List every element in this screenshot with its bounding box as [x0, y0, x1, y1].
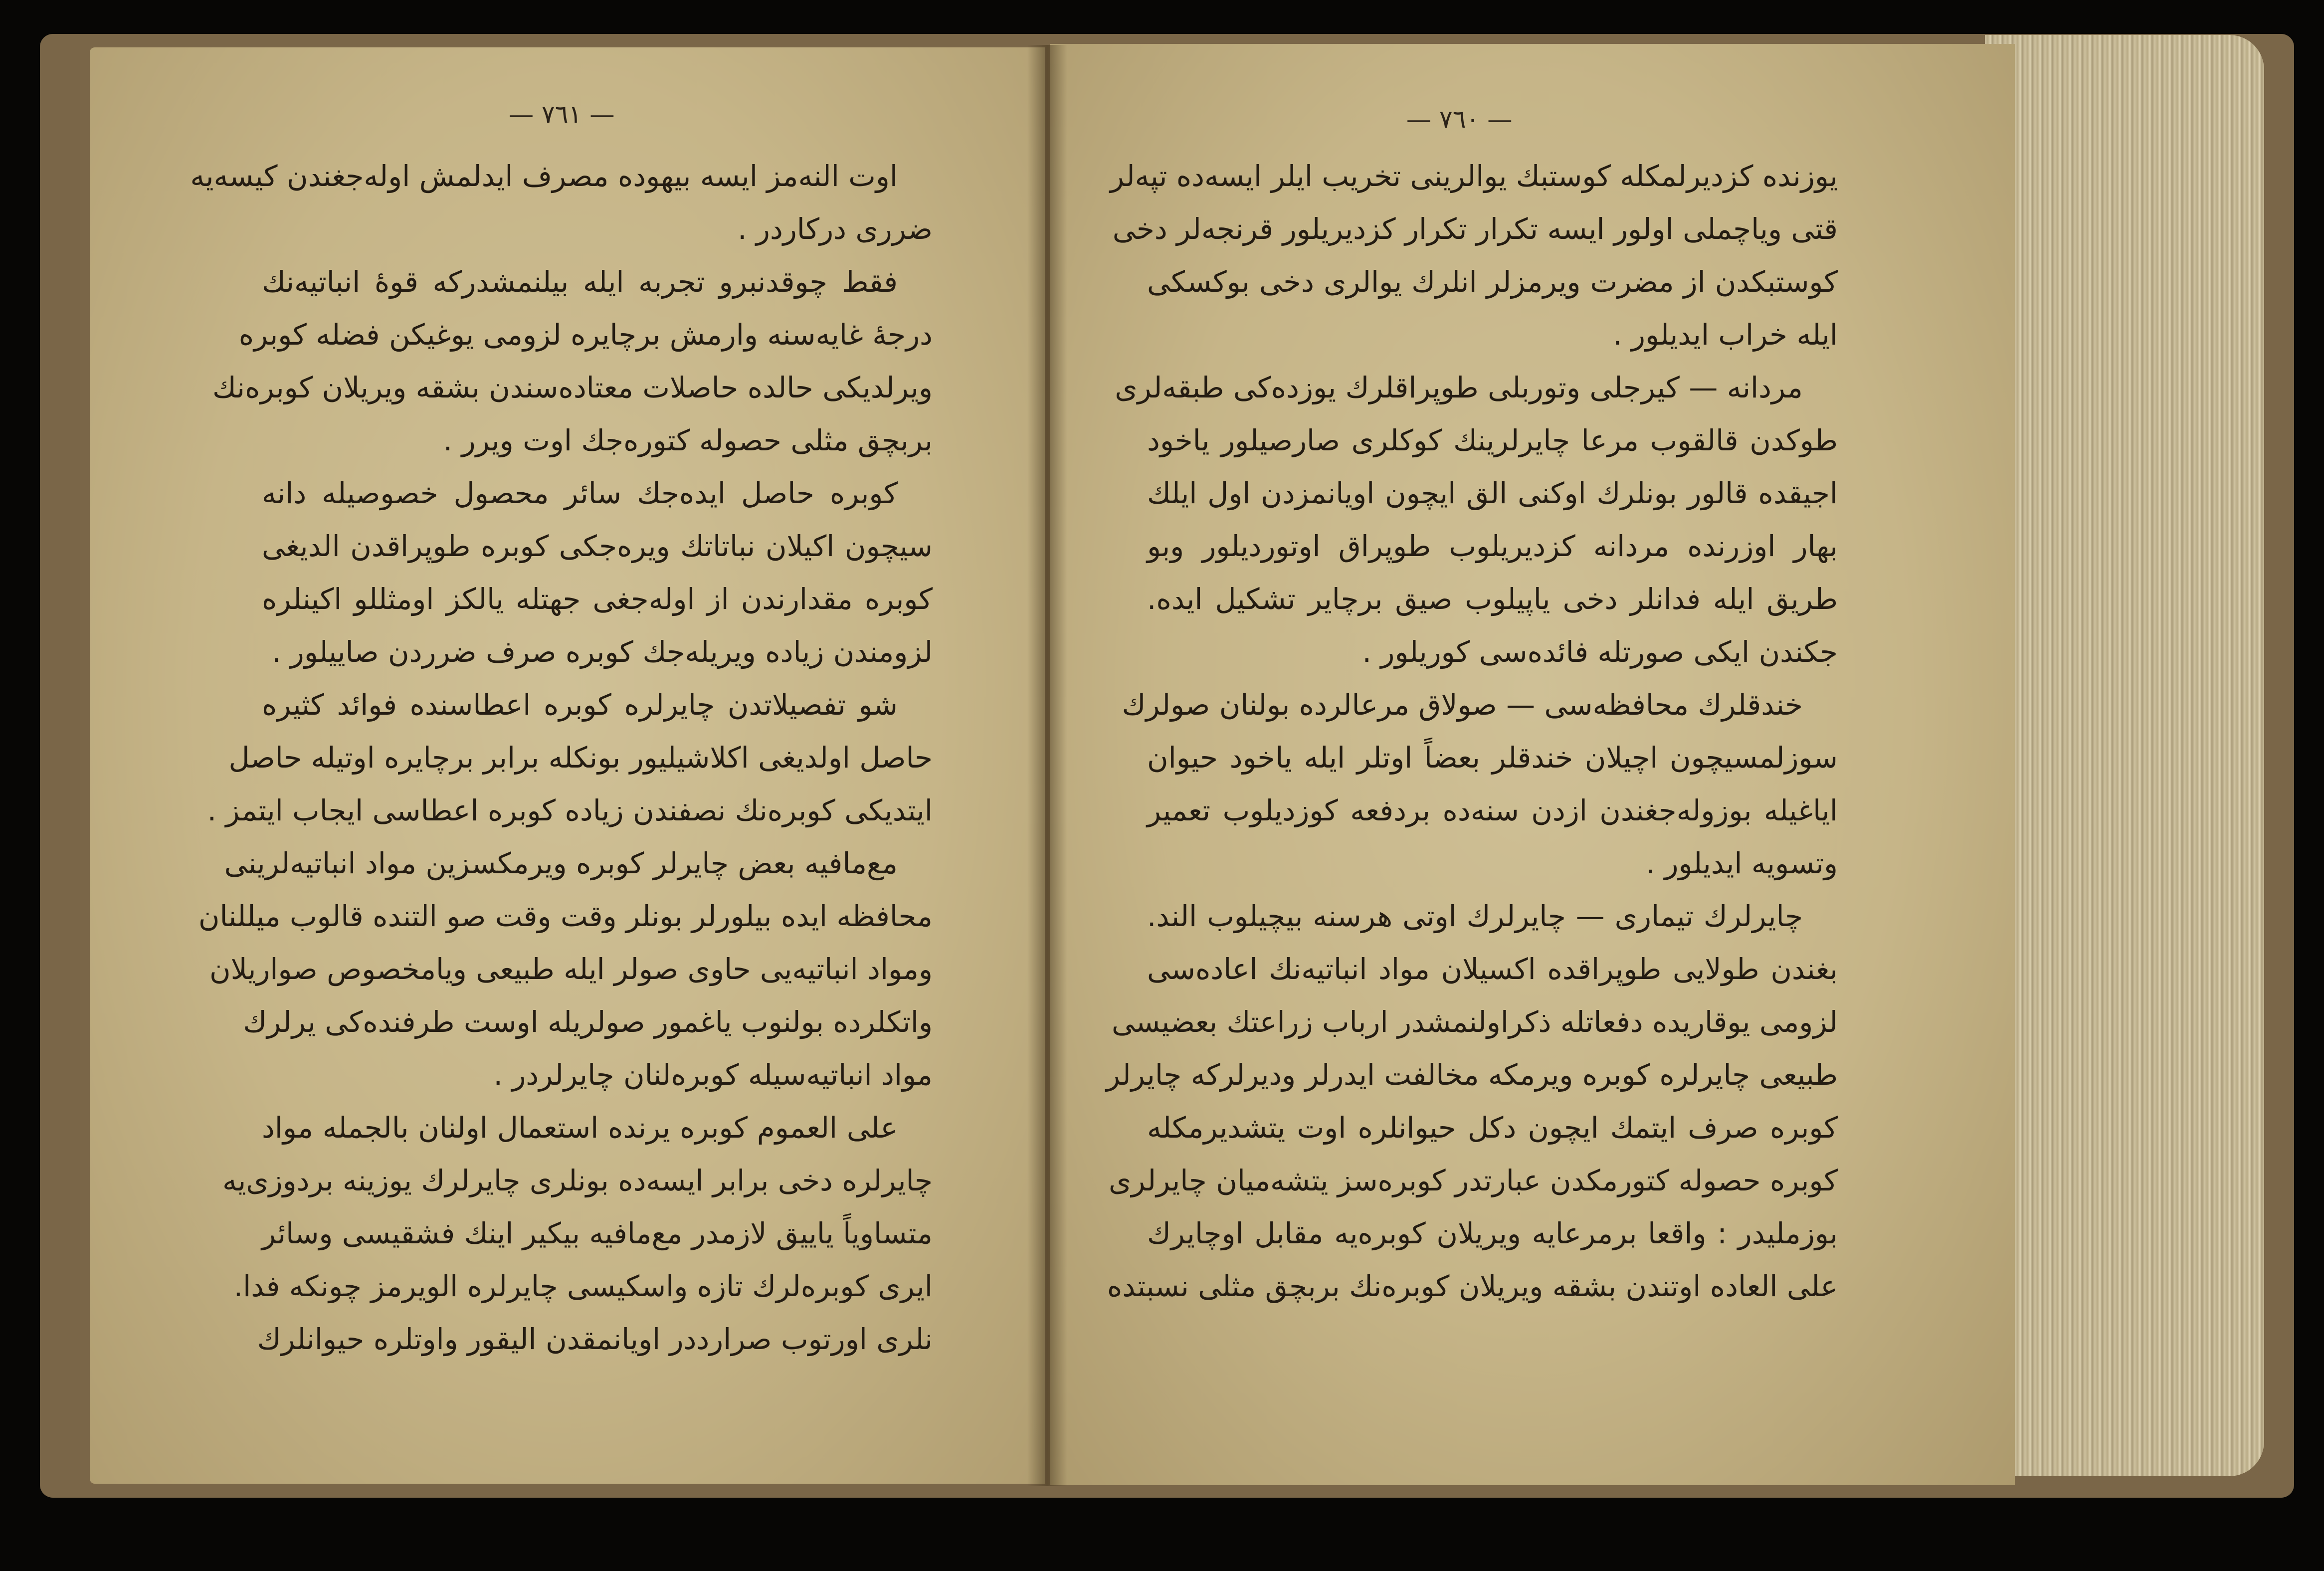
text-line: ومواد انباتیه‌یی حاوی صولر ایله طبیعی ویامخصوص صواریلان	[209, 952, 933, 986]
text-line: ویرلدیکی حالده حاصلات معتاده‌سندن بشقه ویریلان کوبره‌نك	[212, 371, 933, 404]
text-line: ایله خراب ایدیلور .	[1613, 318, 1838, 352]
text-line: اجیقده قالور بونلرك اوکنی الق ایچون اویانمزدن اول ایلك	[1147, 476, 1838, 510]
text-line: یوزنده کزدیرلمکله کوستبك یوالرینی تخریب ایلر ایسه‌ده تپه‌لر	[1110, 159, 1838, 193]
text-line: چایرلره دخی برابر ایسه‌ده بونلری چایرلرك یوزینه بردوزی‌یه	[222, 1164, 933, 1197]
text-line: کوستبکدن از مضرت ویرمزلر انلرك یوالری دخی بوکسکی	[1147, 265, 1838, 299]
text-line: طوکدن قالقوب مرعا چایرلرینك کوکلری صارصیلور یاخود	[1147, 423, 1838, 457]
text-line: لزومندن زیاده ویریله‌جك کوبره صرف ضرردن صاییلور .	[271, 635, 933, 669]
text-line: ایتدیکی کوبره‌نك نصفندن زیاده کوبره اعطاسی ایجاب ایتمز .	[207, 793, 933, 827]
text-line: کوبره صرف ایتمك ایچون دکل حیوانلره اوت یتشدیرمکله	[1147, 1111, 1838, 1145]
text-line: بهار اوزرنده مردانه کزدیریلوب طوپراق اوتوردیلور وبو	[1147, 529, 1838, 563]
text-line: کوبره حصوله کتورمکدن عبارتدر کوبره‌سز یتشه‌میان چایرلری	[1109, 1164, 1838, 1197]
book-gutter	[1027, 45, 1067, 1486]
text-line: ایاغیله بوزوله‌جغندن ازدن سنه‌ده بردفعه کوزدیلوب تعمیر	[1147, 793, 1838, 827]
text-line: علی العاده اوتندن بشقه ویریلان کوبره‌نك بربچق مثلی نسبتده	[1107, 1269, 1838, 1303]
text-line: مواد انباتیه‌سیله کوبره‌لنان چایرلردر .	[493, 1058, 933, 1092]
text-line: لزومی یوقاریده دفعاتله ذکراولنمشدر ارباب زراعتك بعضیسی	[1112, 1005, 1838, 1039]
text-line: مردانه — کیرجلی وتوربلی طوپراقلرك یوزده‌کی طبقه‌لری	[1115, 371, 1803, 404]
text-line: محافظه ایده بیلورلر بونلر وقت وقت صو التنده قالوب میللنان	[198, 899, 933, 933]
text-line: اوت النه‌مز ایسه بیهوده مصرف ایدلمش اوله‌جغندن کیسه‌یه	[190, 159, 898, 193]
text-line: مع‌مافیه بعض چایرلر کوبره ویرمکسزین مواد انباتیه‌لرینی	[224, 846, 898, 880]
text-line: کوبره مقدارندن از اوله‌جغی جهتله یالکز اومثللو اکینلره	[262, 582, 933, 616]
text-line: بربچق مثلی حصوله کتوره‌جك اوت ویرر .	[443, 423, 933, 457]
text-line: طریق ایله فدانلر دخی یاپیلوب صیق برچایر تشکیل ایده.	[1147, 582, 1838, 616]
text-line: قتی ویاچملی اولور ایسه تکرار تکرار کزدیریلور قرنجه‌لر دخی	[1112, 212, 1838, 246]
text-line: سیچون اکیلان نباتاتك ویره‌جکی کوبره طوپراقدن الدیغی	[262, 529, 933, 563]
text-line: طبیعی چایرلره کوبره ویرمکه مخالفت ایدرلر ودیرلرکه چایرلر	[1106, 1058, 1838, 1092]
page-edges	[1985, 35, 2264, 1476]
right-page-number: — ٧٦٠ —	[1406, 105, 1513, 134]
right-page-text	[1106, 150, 1838, 1313]
text-line: جکندن ایکی صورتله فائده‌سی کوریلور .	[1362, 635, 1838, 669]
text-line: بغندن طولایی طوپراقده اکسیلان مواد انباتیه‌نك اعاده‌سی	[1147, 952, 1838, 986]
text-line: متساویاً یاییق لازمدر مع‌مافیه بیکیر اینك فشقیسی وسائر	[262, 1216, 933, 1250]
text-line: خندقلرك محافظه‌سی — صولاق مرعالرده بولنان صولرك	[1122, 688, 1803, 722]
text-line: شو تفصیلاتدن چایرلره کوبره اعطاسنده فوائد کثیره	[262, 688, 898, 722]
text-line: کوبره حاصل ایده‌جك سائر محصول خصوصیله دانه	[262, 476, 898, 510]
left-page-number: — ٧٦١ —	[509, 100, 615, 129]
text-line: ضرری درکاردر .	[738, 212, 933, 246]
text-line: فقط چوقدنبرو تجربه ایله بیلنمشدرکه قوهٔ انباتیه‌نك	[262, 265, 898, 299]
text-line: سوزلمسیچون اچیلان خندقلر بعضاً اوتلر ایله یاخود حیوان	[1147, 741, 1838, 775]
text-line: ایری کوبره‌لرك تازه واسکیسی چایرلره الویرمز چونکه فدا.	[233, 1269, 933, 1303]
left-page-text	[190, 150, 933, 1366]
text-line: نلری اورتوب صرارددر اویانمقدن الیقور واوتلره حیوانلرك	[257, 1322, 933, 1356]
text-line: درجهٔ غایه‌سنه وارمش برچایره لزومی یوغیکن فضله کوبره	[238, 318, 933, 352]
text-line: علی العموم کوبره یرنده استعمال اولنان بالجمله مواد	[262, 1111, 898, 1145]
text-line: بوزملیدر : واقعا برمرعایه ویریلان کوبره‌یه مقابل اوچایرك	[1147, 1216, 1838, 1250]
text-line: واتکلرده بولنوب یاغمور صولریله اوست طرفنده‌کی یرلرك	[243, 1005, 933, 1039]
text-line: حاصل اولدیغی اکلاشیلیور بونکله برابر برچایره اوتیله حاصل	[228, 741, 933, 775]
text-line: وتسویه ایدیلور .	[1646, 846, 1838, 880]
text-line: چایرلرك تیماری — چایرلرك اوتی هرسنه بیچیلوب الند.	[1147, 899, 1803, 933]
